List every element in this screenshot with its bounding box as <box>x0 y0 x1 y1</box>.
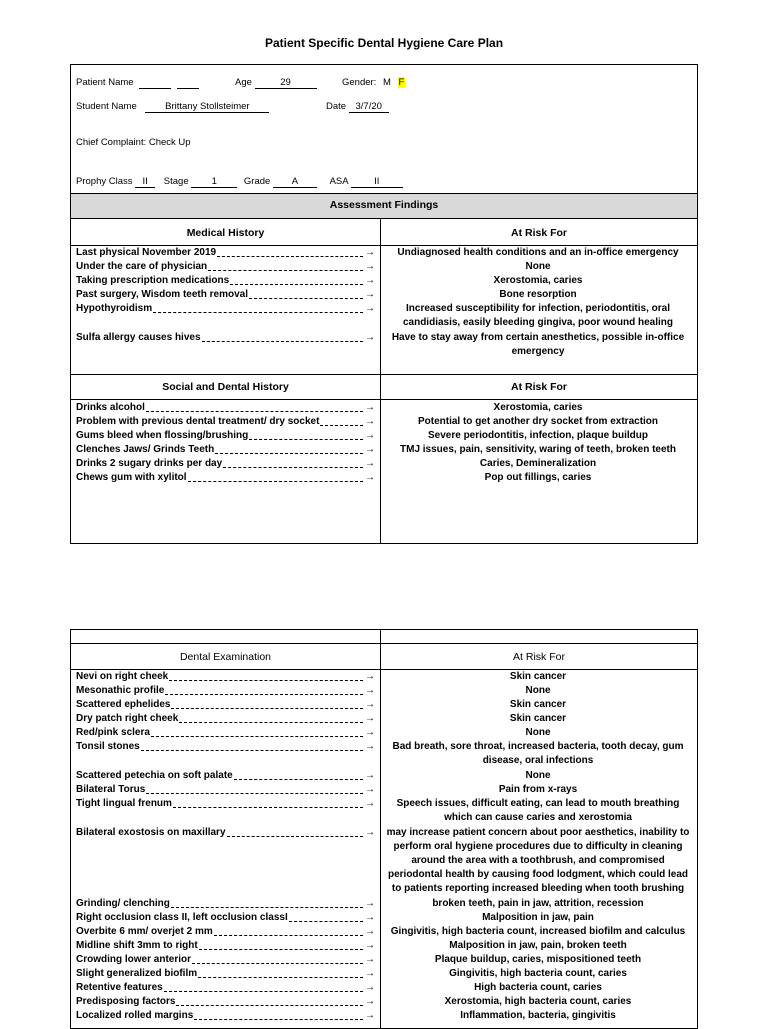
right-arrow-icon: → <box>365 727 375 738</box>
risk-text: may increase patient concern about poor aesthetics, inability to perform oral hygiene procedures due to difficulty in cleaning around the area with a toothbrush, and compromised periodontal health by causing food lodgment, which could lead to patients reporting increased bleeding when tooth brushing <box>386 827 690 895</box>
finding-row <box>76 429 375 443</box>
student-name-field <box>76 101 269 113</box>
finding-text: Right occlusion class II, left occlusion classI <box>76 912 288 923</box>
finding-text: Last physical November 2019 <box>76 247 217 258</box>
finding-row <box>76 288 375 302</box>
leader-dashes <box>249 439 363 440</box>
leader-dashes <box>217 256 363 257</box>
finding-row <box>76 471 375 485</box>
prophy-class-value: II <box>135 177 155 188</box>
risk-text: broken teeth, pain in jaw, attrition, recession <box>432 898 644 909</box>
risk-text: Malposition in jaw, pain, broken teeth <box>449 940 627 951</box>
risk-text: High bacteria count, caries <box>474 982 602 993</box>
right-arrow-icon: → <box>365 275 375 286</box>
right-arrow-icon: → <box>365 458 375 469</box>
right-arrow-icon: → <box>365 827 375 838</box>
risk-text: Gingivitis, high bacteria count, caries <box>449 968 627 979</box>
asa-label: ASA <box>329 176 349 187</box>
finding-row <box>76 797 375 811</box>
right-arrow-icon: → <box>365 770 375 781</box>
finding-text: Bilateral Torus <box>76 784 146 795</box>
right-arrow-icon: → <box>365 332 375 343</box>
leader-dashes <box>151 736 363 737</box>
risk-text: None <box>525 727 551 738</box>
leader-dashes <box>214 935 363 936</box>
gender-field <box>342 77 405 88</box>
finding-text: Hypothyroidism <box>76 303 153 314</box>
finding-row <box>76 670 375 684</box>
age-label: Age <box>235 77 252 88</box>
finding-row <box>76 925 375 939</box>
finding-text: Localized rolled margins <box>76 1010 194 1021</box>
finding-row <box>76 246 375 260</box>
dental-risk-heading: At Risk For <box>513 651 565 663</box>
finding-text: Midline shift 3mm to right <box>76 940 198 951</box>
grade-label: Grade <box>243 176 271 187</box>
leader-dashes <box>176 1005 363 1006</box>
risk-text: Skin cancer <box>509 713 567 724</box>
finding-text: Drinks 2 sugary drinks per day <box>76 458 223 469</box>
finding-text: Red/pink sclera <box>76 727 150 738</box>
finding-text: Predisposing factors <box>76 996 176 1007</box>
right-arrow-icon: → <box>365 685 375 696</box>
risk-text: Pop out fillings, caries <box>484 472 592 483</box>
right-arrow-icon: → <box>365 741 375 752</box>
right-arrow-icon: → <box>365 784 375 795</box>
divider <box>70 643 698 644</box>
risk-text: Severe periodontitis, infection, plaque buildup <box>427 430 649 441</box>
risk-text: Have to stay away from certain anesthetics, possible in-office emergency <box>391 332 685 358</box>
finding-row <box>76 897 375 911</box>
gender-label: Gender: <box>342 77 377 88</box>
right-arrow-icon: → <box>365 912 375 923</box>
finding-text: Past surgery, Wisdom teeth removal <box>76 289 249 300</box>
finding-row <box>76 1009 375 1023</box>
date-value: 3/7/20 <box>349 102 389 113</box>
risk-text: None <box>525 770 551 781</box>
risk-text: Bad breath, sore throat, increased bacteria, tooth decay, gum disease, oral infections <box>392 741 684 767</box>
right-arrow-icon: → <box>365 926 375 937</box>
risk-text: Undiagnosed health conditions and an in-office emergency <box>397 247 679 258</box>
finding-row <box>76 726 375 740</box>
leader-dashes <box>171 907 363 908</box>
leader-dashes <box>188 481 363 482</box>
risk-text: Increased susceptibility for infection, periodontitis, oral candidiasis, easily bleeding gingiva, poor wound healing <box>402 303 674 329</box>
risk-text: Xerostomia, caries <box>493 402 583 413</box>
finding-text: Dry patch right cheek <box>76 713 179 724</box>
leader-dashes <box>173 807 363 808</box>
date-field <box>326 101 389 113</box>
stage-value: 1 <box>191 177 237 188</box>
right-arrow-icon: → <box>365 982 375 993</box>
patient-name-label: Patient Name <box>76 77 134 88</box>
finding-row <box>76 769 375 783</box>
leader-dashes <box>289 921 363 922</box>
risk-text: Plaque buildup, caries, mispositioned teeth <box>434 954 642 965</box>
leader-dashes <box>199 949 363 950</box>
finding-row <box>76 740 375 754</box>
finding-text: Under the care of physician <box>76 261 208 272</box>
leader-dashes <box>165 694 363 695</box>
right-arrow-icon: → <box>365 303 375 314</box>
prophy-class-label: Prophy Class <box>76 176 133 187</box>
finding-row <box>76 953 375 967</box>
right-arrow-icon: → <box>365 798 375 809</box>
leader-dashes <box>208 270 363 271</box>
age-field <box>235 77 317 89</box>
finding-text: Drinks alcohol <box>76 402 145 413</box>
right-arrow-icon: → <box>365 898 375 909</box>
finding-row <box>76 981 375 995</box>
finding-text: Taking prescription medications <box>76 275 230 286</box>
right-arrow-icon: → <box>365 940 375 951</box>
gender-m: M <box>382 77 391 88</box>
right-arrow-icon: → <box>365 671 375 682</box>
risk-text: Inflammation, bacteria, gingivitis <box>460 1010 616 1021</box>
grade-value: A <box>273 177 317 188</box>
leader-dashes <box>164 991 363 992</box>
finding-row <box>76 684 375 698</box>
leader-dashes <box>234 779 363 780</box>
page-title: Patient Specific Dental Hygiene Care Plan <box>264 36 504 50</box>
finding-row <box>76 783 375 797</box>
risk-text: Bone resorption <box>499 289 577 300</box>
finding-text: Chews gum with xylitol <box>76 472 187 483</box>
leader-dashes <box>146 793 363 794</box>
leader-dashes <box>179 722 363 723</box>
risk-text: Pain from x-rays <box>498 784 578 795</box>
right-arrow-icon: → <box>365 289 375 300</box>
risk-text: Skin cancer <box>509 671 567 682</box>
finding-row <box>76 415 375 429</box>
age-value: 29 <box>255 78 317 89</box>
assessment-heading: Assessment Findings <box>329 199 439 211</box>
finding-row <box>76 274 375 288</box>
leader-dashes <box>230 284 363 285</box>
finding-text: Tonsil stones <box>76 741 140 752</box>
date-label: Date <box>326 101 347 112</box>
leader-dashes <box>146 411 363 412</box>
finding-row <box>76 826 375 840</box>
right-arrow-icon: → <box>365 968 375 979</box>
right-arrow-icon: → <box>365 954 375 965</box>
dental-exam-heading: Dental Examination <box>179 651 272 663</box>
right-arrow-icon: → <box>365 430 375 441</box>
leader-dashes <box>202 341 363 342</box>
right-arrow-icon: → <box>365 1010 375 1021</box>
finding-text: Slight generalized biofilm <box>76 968 198 979</box>
risk-text: Xerostomia, caries <box>493 275 583 286</box>
risk-text: Speech issues, difficult eating, can lead to mouth breathing which can cause caries and xerostomia <box>396 798 680 824</box>
right-arrow-icon: → <box>365 472 375 483</box>
finding-text: Tight lingual frenum <box>76 798 172 809</box>
finding-row <box>76 302 375 316</box>
leader-dashes <box>153 312 363 313</box>
finding-text: Nevi on right cheek <box>76 671 169 682</box>
social-risk-heading: At Risk For <box>510 381 567 393</box>
risk-text: Gingivitis, high bacteria count, increased biofilm and calculus <box>390 926 686 937</box>
finding-row <box>76 443 375 457</box>
classification-row <box>76 176 403 188</box>
leader-dashes <box>192 963 363 964</box>
finding-text: Sulfa allergy causes hives <box>76 332 201 343</box>
student-name-value: Brittany Stollsteimer <box>145 102 269 113</box>
medical-risk-heading: At Risk For <box>510 227 567 239</box>
finding-text: Problem with previous dental treatment/ dry socket <box>76 416 320 427</box>
social-history-heading: Social and Dental History <box>162 381 289 393</box>
finding-text: Mesonathic profile <box>76 685 165 696</box>
finding-text: Scattered petechia on soft palate <box>76 770 233 781</box>
finding-text: Crowding lower anterior <box>76 954 192 965</box>
medical-history-heading: Medical History <box>186 227 265 239</box>
risk-text: None <box>525 261 551 272</box>
finding-row <box>76 457 375 471</box>
finding-row <box>76 698 375 712</box>
divider <box>70 399 698 400</box>
finding-row <box>76 939 375 953</box>
leader-dashes <box>215 453 363 454</box>
finding-text: Gums bleed when flossing/brushing <box>76 430 249 441</box>
finding-text: Bilateral exostosis on maxillary <box>76 827 226 838</box>
right-arrow-icon: → <box>365 247 375 258</box>
patient-name-blank-1 <box>139 78 171 89</box>
finding-row <box>76 967 375 981</box>
right-arrow-icon: → <box>365 996 375 1007</box>
finding-text: Retentive features <box>76 982 163 993</box>
right-arrow-icon: → <box>365 261 375 272</box>
gender-f-highlighted: F <box>398 77 405 88</box>
finding-row <box>76 401 375 415</box>
leader-dashes <box>169 680 363 681</box>
leader-dashes <box>223 467 363 468</box>
right-arrow-icon: → <box>365 402 375 413</box>
divider <box>70 218 698 219</box>
finding-text: Clenches Jaws/ Grinds Teeth <box>76 444 215 455</box>
stage-label: Stage <box>163 176 189 187</box>
risk-text: None <box>525 685 551 696</box>
right-arrow-icon: → <box>365 444 375 455</box>
right-arrow-icon: → <box>365 713 375 724</box>
leader-dashes <box>320 425 363 426</box>
asa-value: II <box>351 177 403 188</box>
chief-complaint: Chief Complaint: Check Up <box>76 137 191 148</box>
right-arrow-icon: → <box>365 699 375 710</box>
leader-dashes <box>198 977 363 978</box>
finding-row <box>76 911 375 925</box>
risk-text: TMJ issues, pain, sensitivity, waring of teeth, broken teeth <box>400 444 676 455</box>
finding-text: Grinding/ clenching <box>76 898 170 909</box>
finding-row <box>76 260 375 274</box>
finding-row <box>76 995 375 1009</box>
finding-row <box>76 712 375 726</box>
finding-text: Overbite 6 mm/ overjet 2 mm <box>76 926 213 937</box>
right-arrow-icon: → <box>365 416 375 427</box>
leader-dashes <box>249 298 363 299</box>
patient-name-blank-2 <box>177 78 199 89</box>
risk-text: Xerostomia, high bacteria count, caries <box>444 996 632 1007</box>
column-divider <box>380 629 381 1029</box>
risk-text: Caries, Demineralization <box>479 458 597 469</box>
leader-dashes <box>194 1019 363 1020</box>
divider <box>70 374 698 375</box>
leader-dashes <box>227 836 363 837</box>
student-name-label: Student Name <box>76 101 137 112</box>
risk-text: Skin cancer <box>509 699 567 710</box>
risk-text: Malposition in jaw, pain <box>482 912 594 923</box>
finding-text: Scattered ephelides <box>76 699 171 710</box>
finding-row <box>76 331 375 345</box>
risk-text: Potential to get another dry socket from extraction <box>417 416 659 427</box>
patient-name-field <box>76 77 199 89</box>
leader-dashes <box>171 708 363 709</box>
leader-dashes <box>141 750 363 751</box>
